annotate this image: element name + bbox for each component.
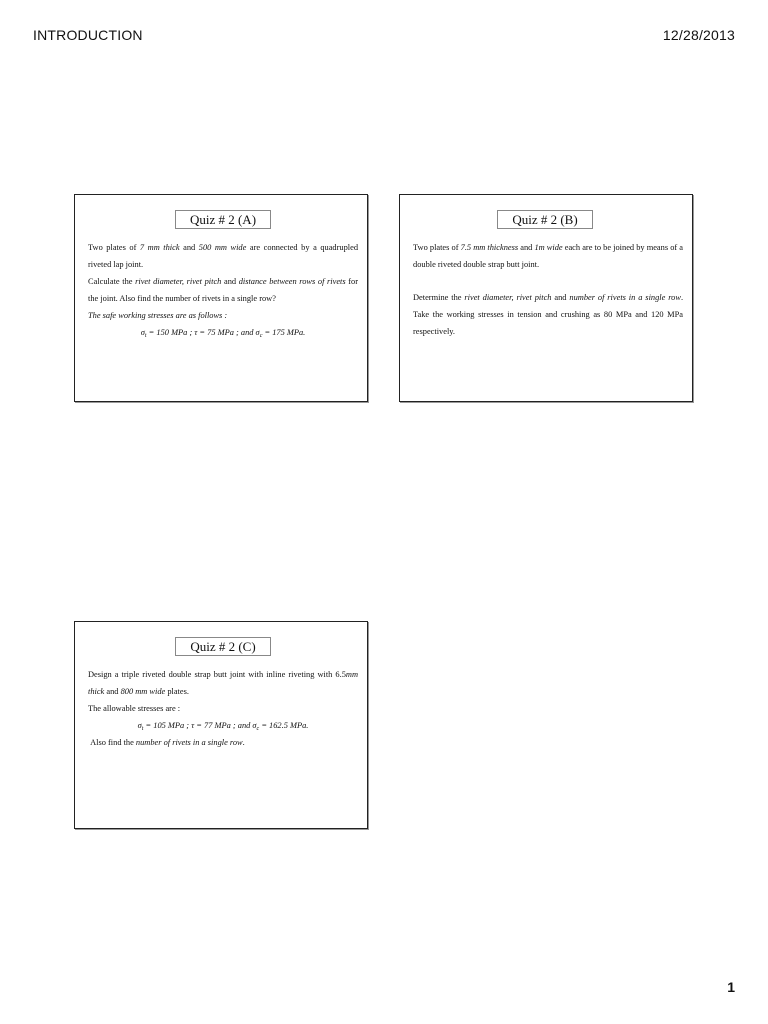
slide-body [413, 239, 683, 340]
paragraph: The allowable stresses are : [88, 704, 181, 713]
paragraph: Calculate the rivet diameter, rivet pitch and distance between rows of rivets for the joint. Also find the number of rivets in a single row? [88, 277, 359, 303]
stress-values: $\sigma_t = 105$ MPa ; τ = 77 MPa ; and $\sigma_c = 162.5$ MPa. [137, 721, 309, 732]
paragraph: Determine the rivet diameter, rivet pitch and number of rivets in a single row. Take the working stresses in tension and crushing as 80 MPa and 120 MPa respectively. [413, 293, 684, 336]
slide-title: Quiz # 2 (A) [175, 210, 271, 229]
stress-values: $\sigma_t = 150$ MPa ; τ = 75 MPa ; and $\sigma_c = 175$ MPa. [140, 328, 306, 339]
paragraph: Also find the number of rivets in a single row. [90, 738, 245, 747]
slide-title: Quiz # 2 (C) [175, 637, 271, 656]
slide-body [88, 239, 358, 341]
header-date: 12/28/2013 [662, 27, 735, 43]
header-title: INTRODUCTION [33, 27, 143, 43]
page-number: 1 [727, 979, 735, 995]
slide-quiz-c [74, 621, 368, 829]
slide-quiz-a [74, 194, 368, 402]
paragraph: Two plates of 7.5 mm thickness and 1m wide each are to be joined by means of a double riveted double strap butt joint. [413, 243, 684, 269]
slide-body [88, 666, 358, 751]
slide-title: Quiz # 2 (B) [497, 210, 593, 229]
paragraph: Design a triple riveted double strap butt joint with inline riveting with 6.5mm thick and 800 mm wide plates. [88, 670, 358, 696]
paragraph: The safe working stresses are as follows : [88, 311, 228, 320]
paragraph: Two plates of 7 mm thick and 500 mm wide are connected by a quadrupled riveted lap joint. [88, 243, 359, 269]
slide-quiz-b [399, 194, 693, 402]
